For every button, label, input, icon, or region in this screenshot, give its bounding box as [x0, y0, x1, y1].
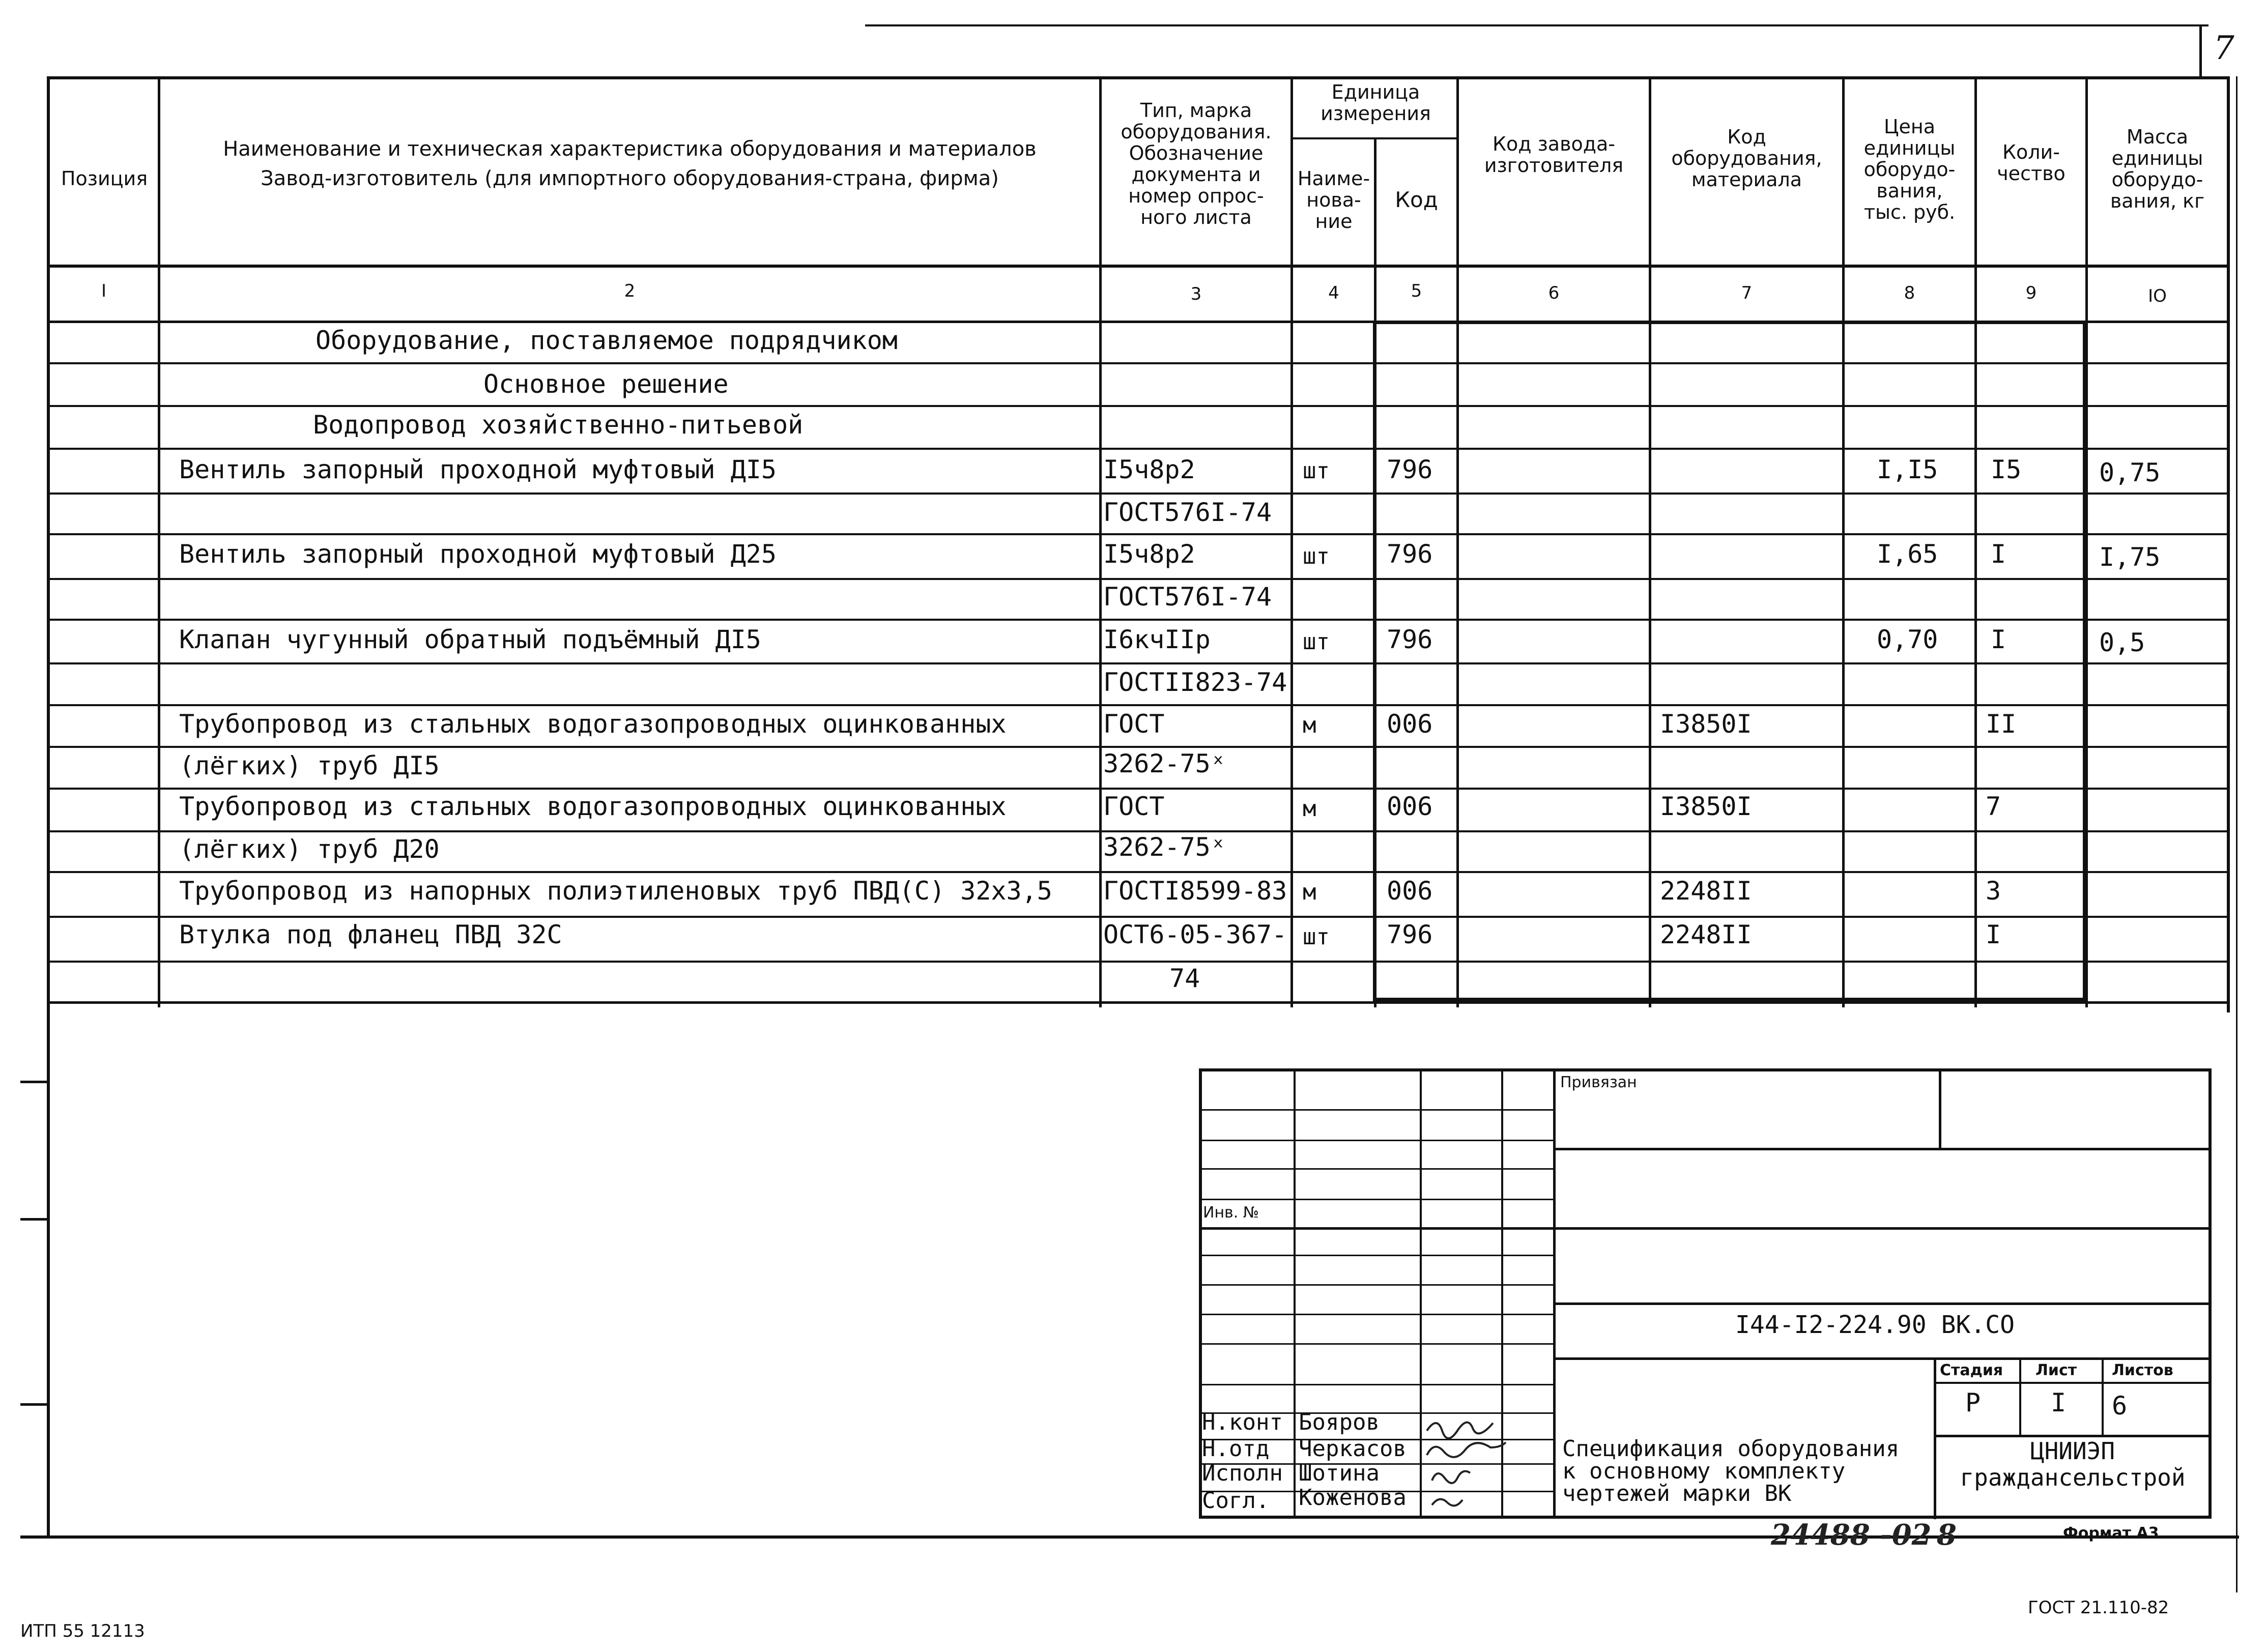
header-material-code: Код оборудования, материала — [1671, 126, 1822, 191]
tb-line — [2019, 1357, 2021, 1436]
item-unit: шт — [1303, 543, 1330, 569]
item-name: Трубопровод из стальных водогазопроводных оцинкованных — [179, 792, 1007, 821]
item-mass: 0,75 — [2099, 458, 2161, 487]
item-unit-code: 796 — [1387, 920, 1433, 949]
section-heading-supplied: Оборудование, поставляемое подрядчиком — [315, 326, 898, 355]
unit-group-divider — [1290, 137, 1458, 139]
stage-value: Р — [1965, 1388, 1981, 1417]
header-position: Позиция — [61, 167, 148, 190]
tb-line — [1199, 1284, 1554, 1286]
tb-line — [1199, 1168, 1554, 1170]
row-line — [47, 405, 2230, 407]
item-material-code: 2248II — [1660, 876, 1752, 906]
header-unit-group: Единица измерения — [1321, 81, 1431, 125]
colnum-6: 6 — [1548, 283, 1560, 303]
header-bottom-border — [47, 265, 2230, 268]
item-price: I,I5 — [1877, 455, 1938, 484]
row-line — [47, 871, 2230, 873]
signatures-image — [1422, 1410, 1554, 1517]
tb-line — [1553, 1227, 2212, 1230]
section-heading-main: Основное решение — [483, 369, 729, 399]
item-qty: I5 — [1991, 455, 2022, 484]
sheets-label: Листов — [2112, 1361, 2173, 1379]
colnum-3: 3 — [1190, 284, 1202, 304]
tb-line — [1199, 1343, 1554, 1345]
role-dept-head: Н.отд — [1202, 1436, 1270, 1462]
item-qty: 3 — [1986, 876, 2001, 906]
item-qty: I — [1986, 920, 2001, 949]
handwritten-sheet-number: 8 — [1937, 1518, 1957, 1552]
header-unit-code: Код — [1395, 187, 1438, 212]
tb-line — [1199, 1314, 1554, 1315]
item-type: ГОСТ — [1103, 792, 1165, 821]
colnum-8: 8 — [1904, 283, 1915, 303]
colnum-4: 4 — [1328, 283, 1339, 303]
item-unit: м — [1303, 712, 1316, 738]
header-type: Тип, марка оборудования. Обозначение документа и номер опрос- ного листа — [1121, 99, 1272, 228]
stage-label: Стадия — [1940, 1361, 2003, 1379]
item-unit-code: 006 — [1387, 792, 1433, 821]
item-qty: I — [1991, 625, 2006, 654]
colnum-1: I — [101, 281, 107, 301]
row-line — [47, 961, 2230, 963]
item-price: I,65 — [1877, 539, 1938, 569]
item-unit-code: 796 — [1387, 625, 1433, 654]
row-line — [47, 788, 2230, 790]
organization: ЦНИИЭП граждансельстрой — [1960, 1437, 2186, 1491]
row-line — [47, 578, 2230, 580]
margin-tick — [20, 1218, 50, 1221]
item-type: I6кчIIр — [1103, 625, 1211, 654]
item-qty: 7 — [1986, 792, 2001, 821]
tb-line — [1199, 1199, 1554, 1200]
header-price: Цена единицы оборудо- вания, тыс. руб. — [1863, 115, 1956, 223]
row-line — [47, 662, 2230, 664]
colnum-2: 2 — [624, 281, 636, 301]
item-unit-code: 006 — [1387, 709, 1433, 739]
item-qty: I — [1991, 539, 2006, 569]
item-type: I5ч8р2 — [1103, 539, 1195, 569]
item-unit-code: 796 — [1387, 455, 1433, 484]
sheets-value: 6 — [2112, 1391, 2128, 1421]
header-name-line2: Завод-изготовитель (для импортного оборудования-страна, фирма) — [261, 167, 999, 190]
row-line — [47, 362, 2230, 364]
item-name: (лёгких) труб ДI5 — [179, 751, 440, 780]
tb-line — [1553, 1302, 2212, 1305]
item-type: 3262-75ˣ — [1103, 749, 1226, 778]
tb-line — [1553, 1148, 2212, 1150]
item-unit: м — [1303, 796, 1316, 822]
tb-line — [1294, 1068, 1296, 1519]
item-material-code: I3850I — [1660, 792, 1752, 821]
row-line — [47, 492, 2230, 495]
name-cherkasov: Черкасов — [1299, 1436, 1407, 1462]
item-unit: шт — [1303, 924, 1330, 950]
item-name: Клапан чугунный обратный подъёмный ДI5 — [179, 625, 761, 654]
table-bottom-line — [47, 1001, 2230, 1004]
item-type: ГОСТ576I-74 — [1103, 498, 1272, 527]
item-mass: 0,5 — [2099, 628, 2145, 657]
item-material-code: I3850I — [1660, 709, 1752, 739]
page-number: 7 — [2214, 30, 2234, 67]
item-price: 0,70 — [1877, 625, 1938, 654]
item-name: Втулка под фланец ПВД 32С — [179, 920, 562, 949]
item-name: Трубопровод из напорных полиэтиленовых труб ПВД(С) 32х3,5 — [179, 876, 1052, 906]
margin-tick — [20, 1403, 50, 1406]
item-name: Вентиль запорный проходной муфтовый Д25 — [179, 539, 777, 569]
colnum-9: 9 — [2025, 283, 2037, 303]
item-mass: I,75 — [2099, 542, 2161, 572]
name-boyarov: Бояров — [1299, 1409, 1380, 1435]
name-shotina: Шотина — [1299, 1460, 1380, 1486]
role-agreed: Согл. — [1202, 1488, 1270, 1514]
tb-line — [2102, 1357, 2104, 1436]
item-type: ГОСТI8599-83 — [1103, 876, 1287, 906]
inv-no-label: Инв. № — [1203, 1204, 1259, 1222]
item-name: (лёгких) труб Д20 — [179, 834, 440, 864]
item-type: 74 — [1169, 964, 1200, 993]
header-unit-name: Наиме- нова- ние — [1297, 167, 1370, 233]
item-unit: шт — [1303, 458, 1330, 484]
tb-line — [1939, 1068, 1941, 1150]
item-unit-code: 006 — [1387, 876, 1433, 906]
tb-line — [1553, 1357, 2212, 1360]
row-line — [47, 448, 2230, 450]
row-line — [47, 619, 2230, 621]
frame-right-outer — [2236, 76, 2238, 1592]
row-line — [47, 916, 2230, 918]
row-line — [47, 533, 2230, 535]
tb-line — [1199, 1384, 1554, 1385]
item-name: Трубопровод из стальных водогазопроводных оцинкованных — [179, 709, 1007, 739]
item-material-code: 2248II — [1660, 920, 1752, 949]
item-name: Вентиль запорный проходной муфтовый ДI5 — [179, 455, 777, 484]
top-frame-line — [865, 24, 2208, 26]
tb-line — [1934, 1382, 2212, 1384]
privyazan-label: Привязан — [1560, 1074, 1637, 1091]
margin-tick — [20, 1081, 50, 1083]
col-line-1 — [158, 76, 160, 1007]
document-designation: I44-I2-224.90 ВК.СО — [1735, 1311, 2015, 1339]
item-type: ГОСТ — [1103, 709, 1165, 739]
item-type: ОСТ6-05-367- — [1103, 920, 1287, 949]
header-factory-code: Код завода- изготовителя — [1484, 133, 1624, 177]
item-type: I5ч8р2 — [1103, 455, 1195, 484]
page-number-box-left — [2199, 26, 2202, 77]
itp-label: ИТП 55 12113 — [20, 1621, 145, 1641]
colnum-7: 7 — [1741, 283, 1753, 303]
gost-label: ГОСТ 21.110-82 — [2028, 1598, 2169, 1618]
item-type: ГОСТ576I-74 — [1103, 582, 1272, 612]
format-label: Формат А3 — [2063, 1524, 2159, 1542]
item-type: ГОСТII823-74 — [1103, 668, 1287, 697]
handwritten-archive-number: 24488 -02 — [1771, 1518, 1932, 1552]
item-unit: м — [1303, 879, 1316, 905]
row-line — [47, 704, 2230, 706]
tb-line — [1199, 1140, 1554, 1141]
header-name-line1: Наименование и техническая характеристика оборудования и материалов — [223, 137, 1037, 161]
name-kozhenova: Коженова — [1299, 1485, 1407, 1511]
table-top-border — [47, 76, 2230, 79]
tb-line — [1199, 1255, 1554, 1256]
item-unit: шт — [1303, 629, 1330, 655]
tb-line — [1199, 1227, 1554, 1230]
item-unit-code: 796 — [1387, 539, 1433, 569]
colnum-5: 5 — [1411, 281, 1422, 301]
sheet-value: I — [2051, 1388, 2067, 1417]
section-heading-water: Водопровод хозяйственно-питьевой — [313, 410, 804, 440]
item-type: 3262-75ˣ — [1103, 832, 1226, 862]
row-line — [47, 746, 2230, 748]
role-executor: Исполн — [1202, 1460, 1283, 1486]
item-qty: II — [1986, 709, 2017, 739]
colnum-10: IO — [2148, 286, 2167, 306]
document-title: Спецификация оборудования к основному комплекту чертежей марки ВК — [1562, 1436, 1900, 1506]
role-norm-control: Н.конт — [1202, 1409, 1283, 1435]
sheet-label: Лист — [2035, 1361, 2077, 1379]
header-mass: Масса единицы оборудо- вания, кг — [2110, 126, 2205, 212]
header-quantity: Коли- чество — [1997, 141, 2066, 185]
tb-line — [1199, 1109, 1554, 1111]
